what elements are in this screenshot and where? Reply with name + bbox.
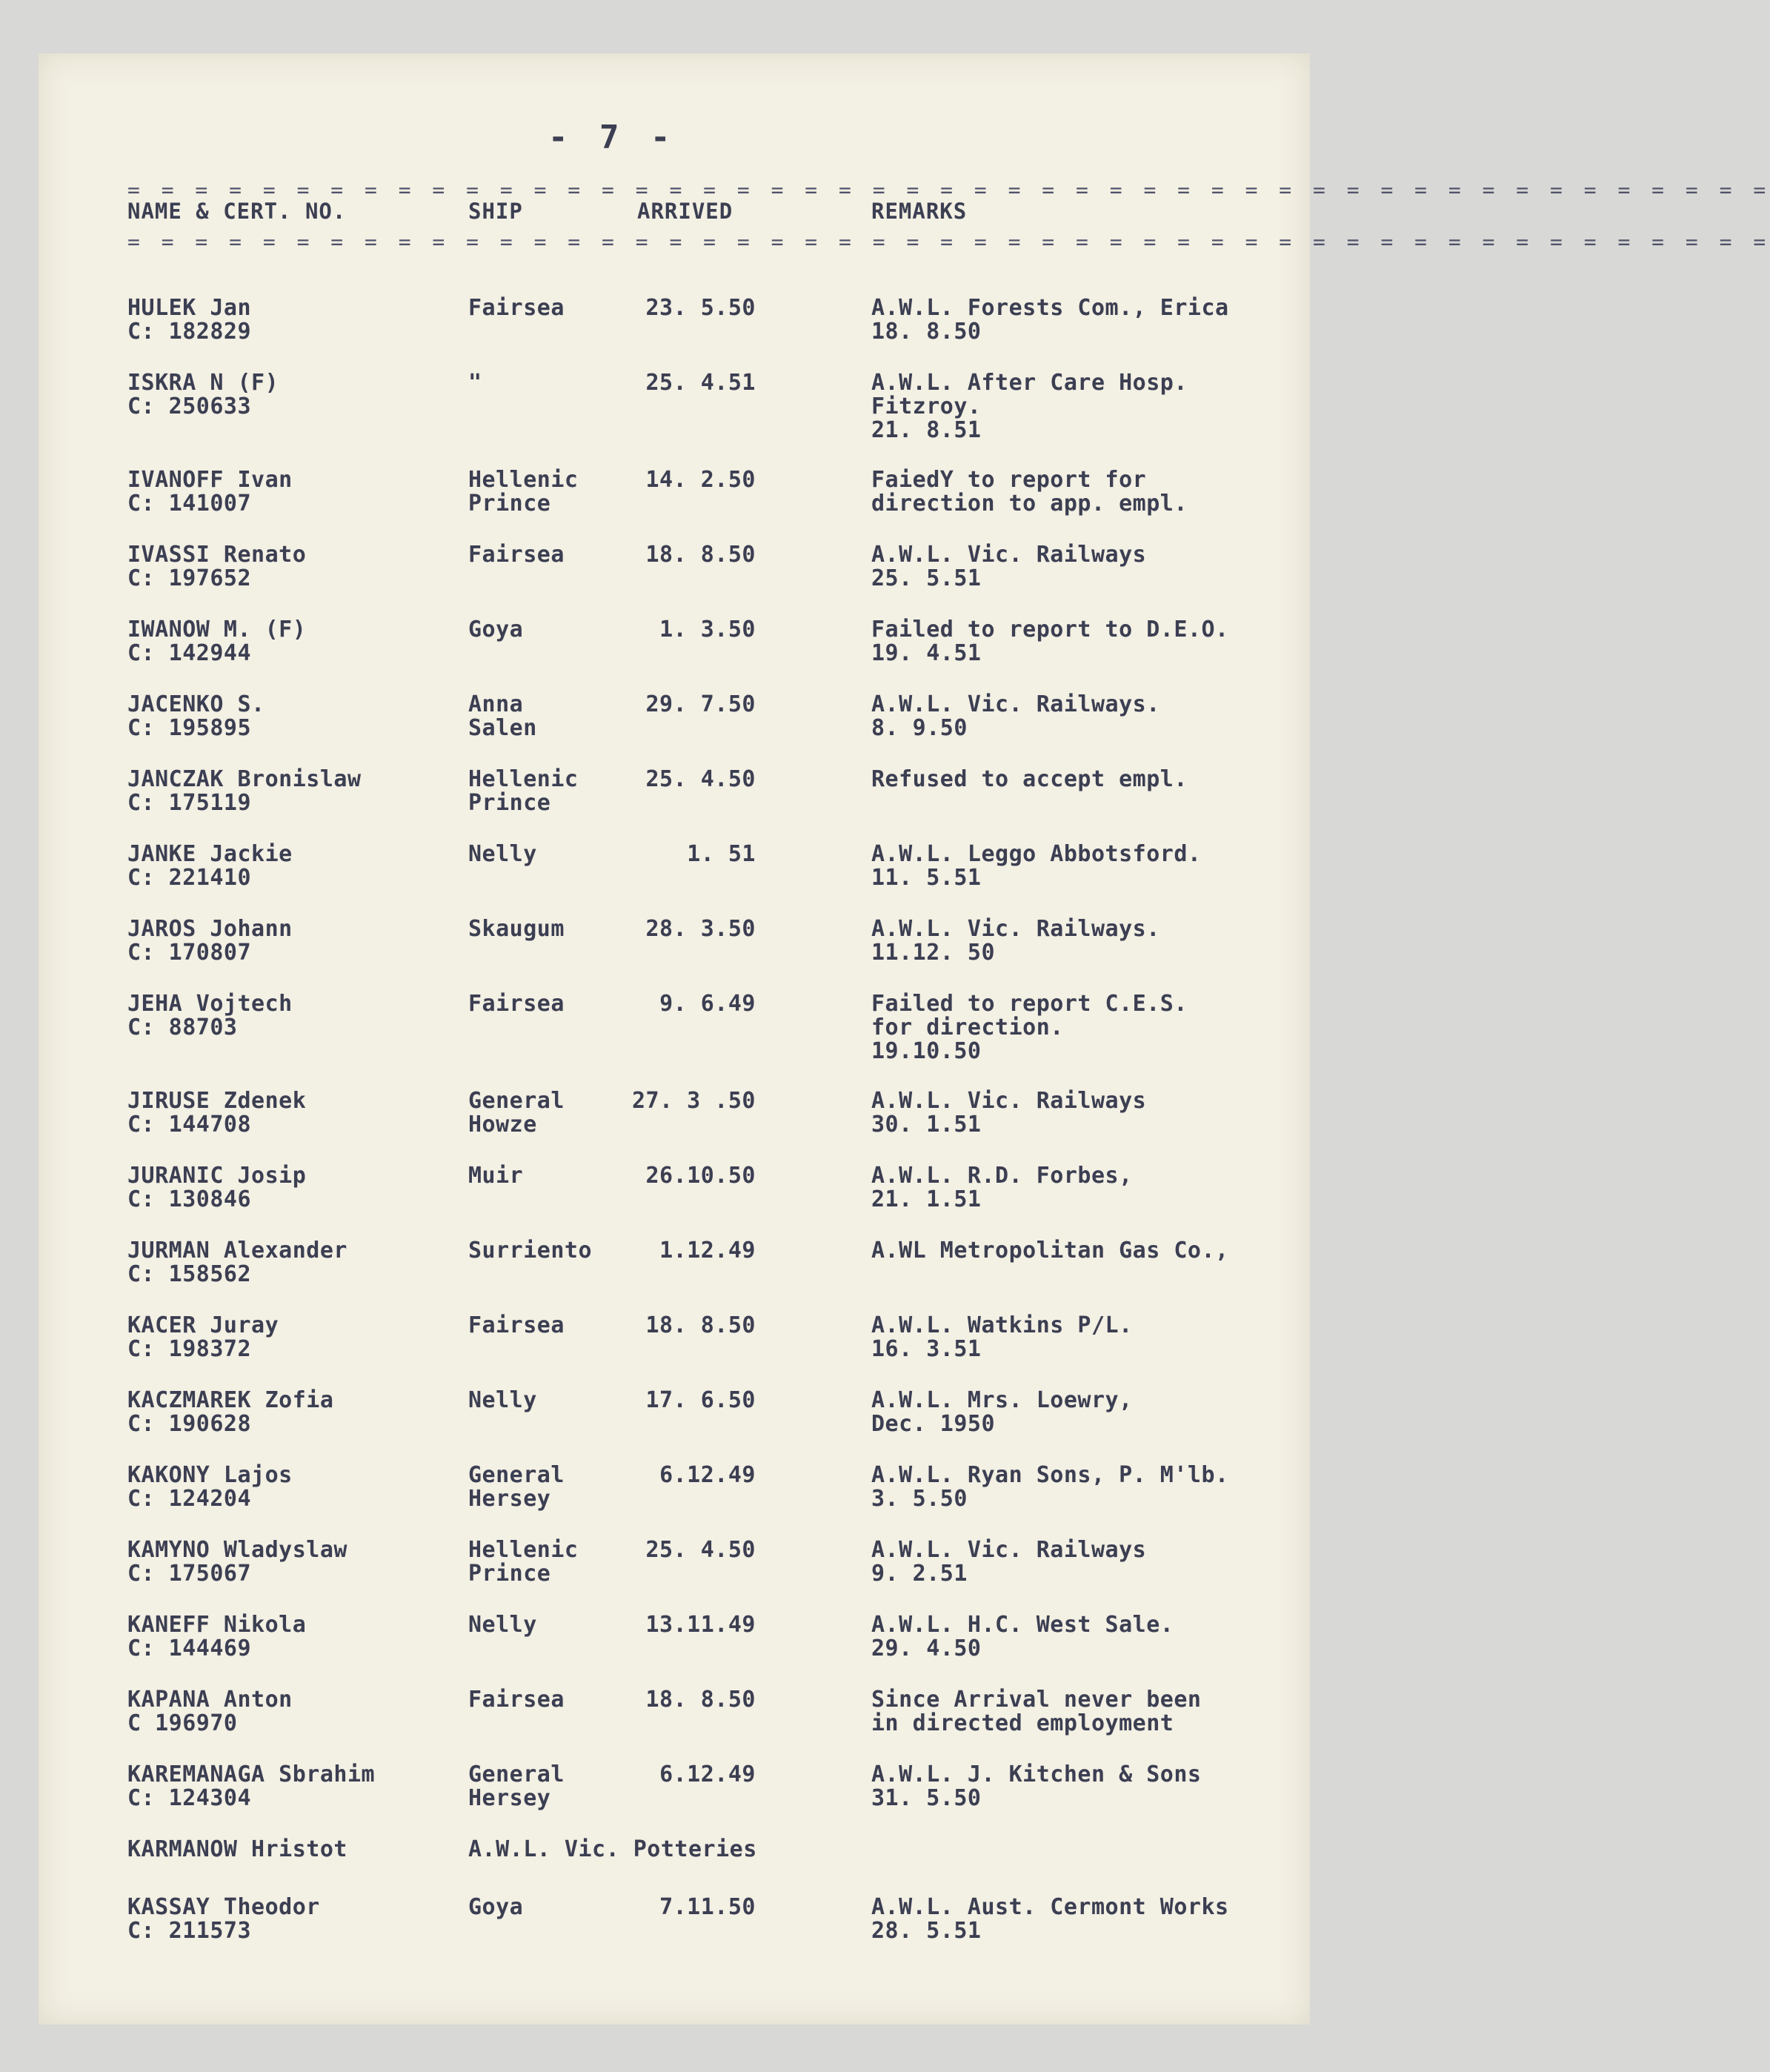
record-arrived: 25. 4.50 <box>645 766 756 792</box>
record-ship: Goya <box>468 617 524 642</box>
record-ship: Fairsea <box>468 542 565 568</box>
header-arrived: ARRIVED <box>637 199 733 224</box>
record-row <box>0 1896 1310 1970</box>
record-ship: Hellenic Prince <box>468 766 579 816</box>
record-ship: Fairsea <box>468 295 565 321</box>
record-arrived: 18. 8.50 <box>645 1312 756 1338</box>
record-remarks: A.W.L. Mrs. Loewry, Dec. 1950 <box>871 1387 1133 1437</box>
record-row <box>0 1464 1310 1538</box>
record-remarks: A.W.L. J. Kitchen & Sons 31. 5.50 <box>871 1761 1202 1811</box>
record-row <box>0 468 1310 543</box>
record-row <box>0 1164 1310 1239</box>
record-ship: Fairsea <box>468 1312 565 1338</box>
record-ship: Nelly <box>468 841 537 867</box>
record-name: KARMANOW Hristot <box>127 1836 347 1862</box>
record-name: JURANIC Josip C: 130846 <box>127 1163 307 1212</box>
record-remarks: A.W.L. R.D. Forbes, 21. 1.51 <box>871 1163 1133 1212</box>
record-row <box>0 843 1310 917</box>
record-arrived: 18. 8.50 <box>645 542 756 568</box>
header-remarks: REMARKS <box>871 199 968 224</box>
record-name: KAREMANAGA Sbrahim C: 124304 <box>127 1761 376 1811</box>
record-arrived: 9. 6.49 <box>659 991 756 1017</box>
record-arrived: 23. 5.50 <box>645 295 756 321</box>
record-remarks: Failed to report to D.E.O. 19. 4.51 <box>871 617 1229 666</box>
header-rule-bottom: = = = = = = = = = = = = = = = = = = = = = = = = = = = = = = = = = = = = = = = = = = = = = = = = = <box>127 230 1770 254</box>
record-row <box>0 1613 1310 1688</box>
record-ship: Fairsea <box>468 1687 565 1713</box>
record-name: KACER Juray C: 198372 <box>127 1312 279 1362</box>
record-arrived: 27. 3 .50 <box>631 1088 756 1114</box>
record-name: HULEK Jan C: 182829 <box>127 295 252 345</box>
record-name: KASSAY Theodor C: 211573 <box>127 1894 320 1944</box>
record-arrived: 29. 7.50 <box>645 691 756 717</box>
record-arrived: 25. 4.50 <box>645 1537 756 1563</box>
record-ship: Nelly <box>468 1387 537 1413</box>
record-arrived: 26.10.50 <box>645 1163 756 1189</box>
record-remarks: A.W.L. Vic. Potteries <box>468 1836 757 1862</box>
record-ship: Anna Salen <box>468 691 537 741</box>
record-arrived: 17. 6.50 <box>645 1387 756 1413</box>
record-ship: General Hersey <box>468 1462 565 1512</box>
record-row <box>0 618 1310 693</box>
record-arrived: 18. 8.50 <box>645 1687 756 1713</box>
record-row <box>0 917 1310 992</box>
record-remarks: A.W.L. Vic. Railways 9. 2.51 <box>871 1537 1147 1587</box>
record-arrived: 14. 2.50 <box>645 467 756 493</box>
record-arrived: 28. 3.50 <box>645 916 756 942</box>
record-name: JURMAN Alexander C: 158562 <box>127 1238 347 1287</box>
record-name: KANEFF Nikola C: 144469 <box>127 1612 307 1661</box>
record-arrived: 1.12.49 <box>659 1238 756 1264</box>
record-row <box>0 992 1310 1089</box>
record-row <box>0 371 1310 468</box>
record-row <box>0 1838 1310 1896</box>
record-ship: Hellenic Prince <box>468 1537 579 1587</box>
record-name: JAROS Johann C: 170807 <box>127 916 293 966</box>
record-row <box>0 1239 1310 1314</box>
record-name: JIRUSE Zdenek C: 144708 <box>127 1088 307 1138</box>
record-remarks: A.W.L. Vic. Railways. 11.12. 50 <box>871 916 1160 966</box>
record-ship: Hellenic Prince <box>468 467 579 517</box>
record-row <box>0 1763 1310 1838</box>
record-name: KAKONY Lajos C: 124204 <box>127 1462 293 1512</box>
record-name: IWANOW M. (F) C: 142944 <box>127 617 307 666</box>
record-name: IVANOFF Ivan C: 141007 <box>127 467 293 517</box>
record-name: ISKRA N (F) C: 250633 <box>127 370 279 419</box>
record-arrived: 13.11.49 <box>645 1612 756 1638</box>
record-remarks: A.W.L. Vic. Railways. 8. 9.50 <box>871 691 1160 741</box>
record-remarks: A.WL Metropolitan Gas Co., <box>871 1238 1229 1264</box>
record-arrived: 6.12.49 <box>659 1462 756 1488</box>
record-remarks: A.W.L. Watkins P/L. 16. 3.51 <box>871 1312 1133 1362</box>
record-name: JANKE Jackie C: 221410 <box>127 841 293 891</box>
record-list <box>0 296 1310 1970</box>
record-remarks: Failed to report C.E.S. for direction. 19.10.50 <box>871 991 1188 1064</box>
record-remarks: A.W.L. Vic. Railways 25. 5.51 <box>871 542 1147 591</box>
header-name: NAME & CERT. NO. <box>127 199 347 224</box>
record-name: JANCZAK Bronislaw C: 175119 <box>127 766 362 816</box>
record-ship: General Hersey <box>468 1761 565 1811</box>
record-ship: Fairsea <box>468 991 565 1017</box>
record-row <box>0 693 1310 768</box>
record-row <box>0 1314 1310 1389</box>
record-arrived: 25. 4.51 <box>645 370 756 396</box>
record-remarks: A.W.L. H.C. West Sale. 29. 4.50 <box>871 1612 1174 1661</box>
record-name: KAMYNO Wladyslaw C: 175067 <box>127 1537 347 1587</box>
record-remarks: A.W.L. Ryan Sons, P. M'lb. 3. 5.50 <box>871 1462 1229 1512</box>
record-arrived: 1. 51 <box>687 841 756 867</box>
record-arrived: 6.12.49 <box>659 1761 756 1787</box>
record-row <box>0 1389 1310 1464</box>
record-ship: Skaugum <box>468 916 565 942</box>
record-row <box>0 296 1310 371</box>
record-ship: Muir <box>468 1163 524 1189</box>
record-remarks: Since Arrival never been in directed employment <box>871 1687 1202 1736</box>
record-name: IVASSI Renato C: 197652 <box>127 542 307 591</box>
header-ship: SHIP <box>468 199 523 224</box>
record-row <box>0 543 1310 618</box>
record-name: JACENKO S. C: 195895 <box>127 691 265 741</box>
record-arrived: 7.11.50 <box>659 1894 756 1920</box>
page-number: - 7 - <box>548 119 676 156</box>
record-row <box>0 768 1310 843</box>
record-row <box>0 1538 1310 1613</box>
record-row <box>0 1688 1310 1763</box>
record-row <box>0 1089 1310 1164</box>
record-remarks: A.W.L. Aust. Cermont Works 28. 5.51 <box>871 1894 1229 1944</box>
record-ship: Surriento <box>468 1238 593 1264</box>
record-remarks: A.W.L. Vic. Railways 30. 1.51 <box>871 1088 1147 1138</box>
record-ship: Goya <box>468 1894 524 1920</box>
record-arrived: 1. 3.50 <box>659 617 756 642</box>
header-rule-top: = = = = = = = = = = = = = = = = = = = = = = = = = = = = = = = = = = = = = = = = = = = = = = = = = <box>127 178 1770 202</box>
record-remarks: Refused to accept empl. <box>871 766 1188 792</box>
record-remarks: A.W.L. Leggo Abbotsford. 11. 5.51 <box>871 841 1202 891</box>
record-name: KACZMAREK Zofia C: 190628 <box>127 1387 334 1437</box>
record-remarks: FaiedY to report for direction to app. empl. <box>871 467 1188 517</box>
record-ship: Nelly <box>468 1612 537 1638</box>
record-ship: General Howze <box>468 1088 565 1138</box>
record-ship: " <box>468 370 482 396</box>
record-remarks: A.W.L. Forests Com., Erica 18. 8.50 <box>871 295 1229 345</box>
record-name: JEHA Vojtech C: 88703 <box>127 991 293 1040</box>
record-name: KAPANA Anton C 196970 <box>127 1687 293 1736</box>
record-remarks: A.W.L. After Care Hosp. Fitzroy. 21. 8.51 <box>871 370 1188 443</box>
